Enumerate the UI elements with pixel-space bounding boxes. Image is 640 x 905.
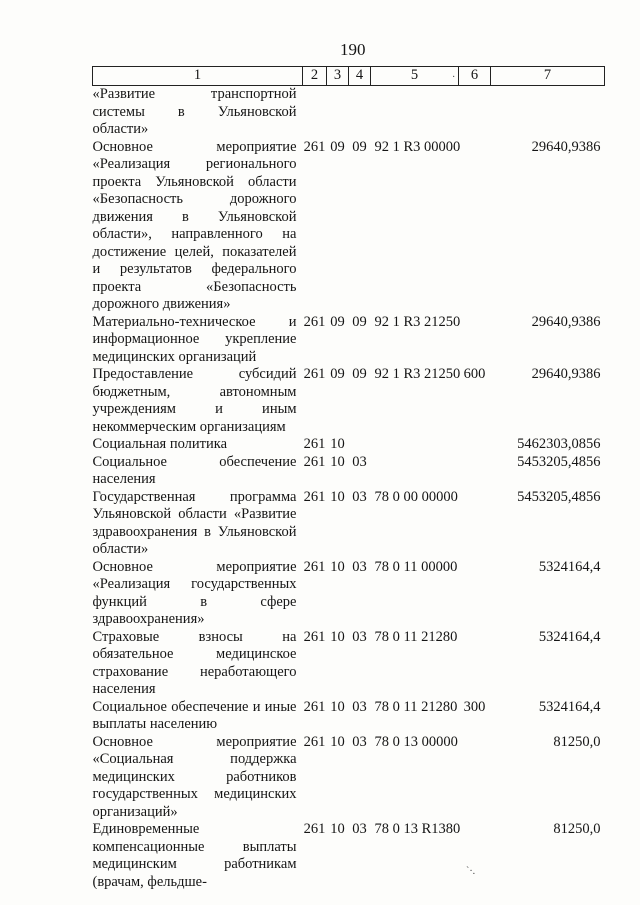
- row-name-cell: Единовременные компенсационные выплаты медицинским работникам (врачам, фельдше-: [92, 821, 297, 890]
- row-col4-cell: 09: [352, 138, 367, 155]
- row-col2-cell: 261: [303, 488, 326, 505]
- header-col-7: 7: [491, 67, 605, 86]
- row-col3-cell: 09: [330, 313, 345, 330]
- row-name-cell: Предоставление субсидий бюджетным, автономным учреждениям и иным некоммерческим организациям: [92, 366, 297, 435]
- header-col-4: 4: [349, 67, 371, 86]
- row-code-cell: [371, 436, 459, 454]
- table-row: [93, 436, 605, 454]
- row-col4-cell: [349, 86, 371, 139]
- row-col6-cell: [459, 139, 491, 314]
- row-sum-cell: 81250,0: [553, 821, 601, 837]
- row-sum-cell: 5453205,4856: [517, 453, 601, 470]
- row-col3-cell: 10: [330, 453, 345, 470]
- budget-table: [92, 66, 605, 891]
- row-name-cell: «Развитие транспортной системы в Ульяновской области»: [92, 86, 297, 137]
- row-sum-cell: 5462303,0856: [517, 436, 601, 452]
- header-col-6: 6: [459, 67, 491, 86]
- row-col6-cell: [459, 436, 491, 454]
- row-col2-cell: 261: [303, 453, 326, 470]
- row-name-cell: Основное мероприятие «Реализация государственных функций в сфере здравоохранения»: [92, 558, 297, 627]
- row-col6-cell: 600: [463, 366, 486, 382]
- row-col3-cell: 10: [330, 558, 345, 575]
- row-col4-cell: 03: [352, 628, 367, 645]
- row-col2-cell: 261: [303, 733, 326, 750]
- row-code-cell: 92 1 R3 00000: [374, 138, 461, 155]
- row-col4-cell: 09: [352, 366, 367, 382]
- row-sum-cell: 81250,0: [553, 733, 601, 750]
- row-name-cell: Основное мероприятие «Социальная поддержка медицинских работников государственных медицинских организаций»: [92, 733, 297, 820]
- table-row: [93, 314, 605, 367]
- row-col6-cell: [459, 314, 491, 367]
- row-col3-cell: 10: [330, 821, 345, 837]
- row-name-cell: Страховые взносы на обязательное медицинское страхование неработающего населения: [92, 628, 297, 697]
- row-code-cell: 78 0 13 R1380: [374, 821, 461, 837]
- row-col2-cell: [303, 86, 327, 139]
- row-col4-cell: 03: [352, 558, 367, 575]
- row-col4-cell: 03: [352, 733, 367, 750]
- row-col6-cell: [459, 489, 491, 559]
- row-col6-cell: [459, 454, 491, 489]
- row-code-cell: [371, 86, 459, 139]
- row-code-cell: 78 0 11 21280: [374, 698, 458, 715]
- table-row: [93, 699, 605, 734]
- row-code-cell: 78 0 00 00000: [374, 488, 458, 505]
- row-sum-cell: 29640,9386: [531, 366, 601, 382]
- row-name-cell: Основное мероприятие «Реализация регионального проекта Ульяновской области «Безопасность дорожного движения в Ульяновской области», направленного на достижение целей, показателей и результатов федерального проекта «Безопасность дорожного движения»: [92, 138, 297, 312]
- row-col2-cell: 261: [303, 366, 326, 382]
- row-code-cell: 78 0 11 00000: [374, 558, 458, 575]
- row-col3-cell: 09: [330, 138, 345, 155]
- table-row: [93, 734, 605, 822]
- page-number: 190: [340, 40, 366, 59]
- row-col3-cell: 10: [330, 436, 345, 452]
- row-code-cell: 92 1 R3 21250: [374, 366, 461, 382]
- row-name-cell: Социальное обеспечение и иные выплаты населению: [92, 698, 297, 732]
- row-name-cell: Социальная политика: [92, 436, 228, 452]
- table-row: [93, 489, 605, 559]
- table-row: [93, 454, 605, 489]
- row-col2-cell: 261: [303, 821, 326, 837]
- row-col2-cell: 261: [303, 313, 326, 330]
- row-col4-cell: 03: [352, 488, 367, 505]
- table-row: [93, 86, 605, 139]
- table-row: [93, 629, 605, 699]
- table-row: [93, 139, 605, 314]
- row-col3-cell: 09: [330, 366, 345, 382]
- row-col4-cell: 03: [352, 698, 367, 715]
- header-col-5: 5: [371, 67, 459, 86]
- row-col6-cell: [459, 559, 491, 629]
- row-col2-cell: 261: [303, 138, 326, 155]
- row-name-cell: Государственная программа Ульяновской области «Развитие здравоохранения в Ульяновской области»: [92, 488, 297, 557]
- row-col2-cell: 261: [303, 628, 326, 645]
- table-row: [93, 559, 605, 629]
- row-name-cell: Социальное обеспечение населения: [92, 453, 297, 487]
- table-row: [93, 366, 605, 436]
- header-col-3: 3: [327, 67, 349, 86]
- row-col3-cell: 10: [330, 628, 345, 645]
- row-col6-cell: [459, 734, 491, 822]
- table-header-row: [93, 67, 605, 86]
- row-col6-cell: [459, 86, 491, 139]
- row-col4-cell: [349, 436, 371, 454]
- row-col3-cell: 10: [330, 733, 345, 750]
- row-col6-cell: [459, 629, 491, 699]
- row-sum-cell: 5324164,4: [538, 628, 601, 645]
- row-col4-cell: 03: [352, 453, 367, 470]
- row-col6-cell: 300: [463, 698, 486, 715]
- row-col4-cell: 09: [352, 313, 367, 330]
- row-code-cell: [371, 454, 459, 489]
- row-sum-cell: 29640,9386: [531, 313, 601, 330]
- header-col-1: 1: [93, 67, 303, 86]
- row-col6-cell: [459, 821, 491, 891]
- row-sum-cell: 5324164,4: [538, 558, 601, 575]
- table-row: [93, 821, 605, 891]
- header-col-2: 2: [303, 67, 327, 86]
- row-col3-cell: 10: [330, 698, 345, 715]
- row-code-cell: 78 0 11 21280: [374, 628, 458, 645]
- row-col3-cell: 10: [330, 488, 345, 505]
- row-sum-cell: 29640,9386: [531, 138, 601, 155]
- row-code-cell: 92 1 R3 21250: [374, 313, 461, 330]
- row-sum-cell: 5453205,4856: [517, 488, 601, 505]
- scan-speck: `·.: [466, 866, 476, 877]
- row-col4-cell: 03: [352, 821, 367, 837]
- row-code-cell: 78 0 13 00000: [374, 733, 458, 750]
- row-name-cell: Материально-техническое и информационное укрепление медицинских организаций: [92, 313, 297, 365]
- row-col3-cell: [327, 86, 349, 139]
- row-sum-cell: [491, 86, 605, 139]
- row-col2-cell: 261: [303, 698, 326, 715]
- row-col2-cell: 261: [303, 436, 326, 452]
- scan-dot: ·: [452, 72, 456, 83]
- row-col2-cell: 261: [303, 558, 326, 575]
- row-sum-cell: 5324164,4: [538, 698, 601, 715]
